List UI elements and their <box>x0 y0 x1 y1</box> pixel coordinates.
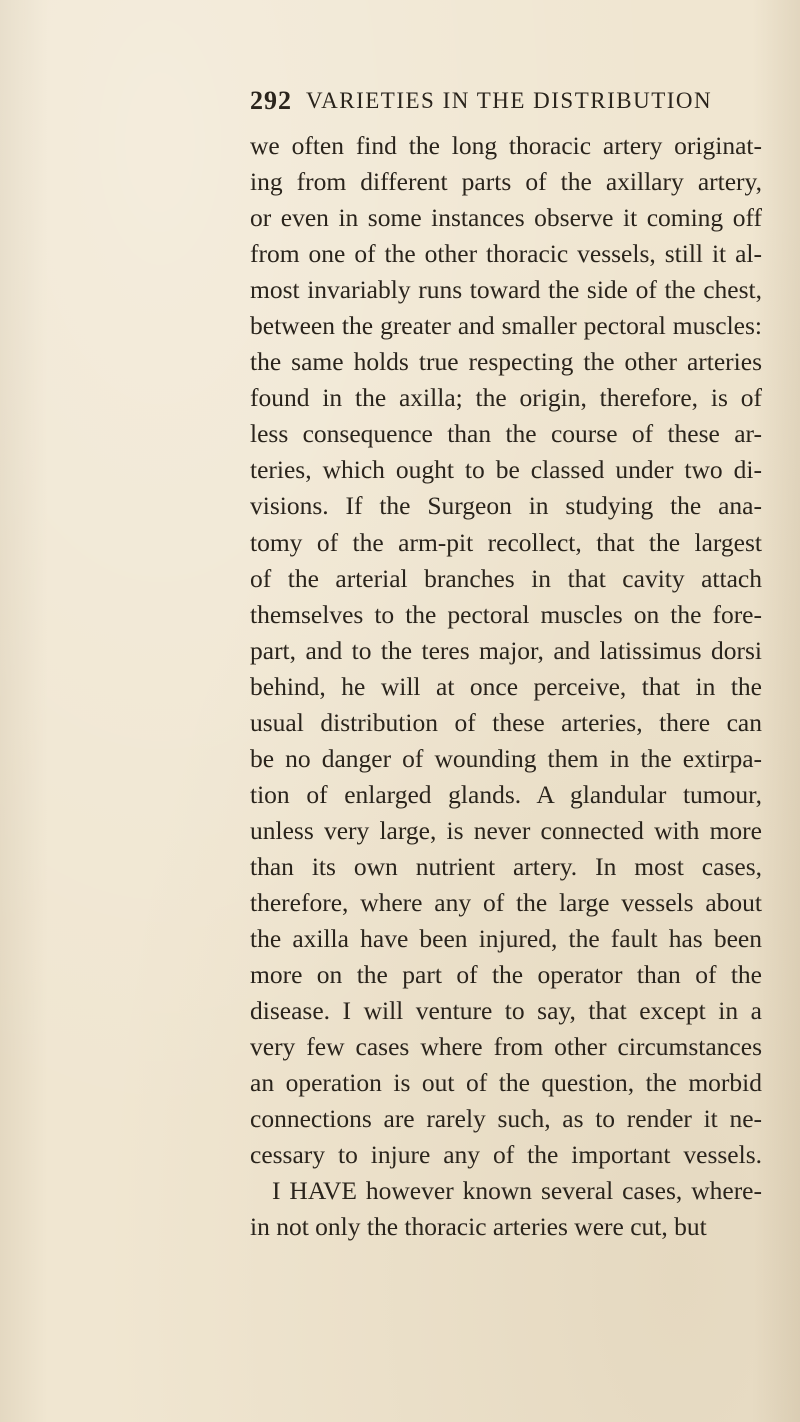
text-line: more on the part of the operator than of the <box>250 960 762 990</box>
text-line: part, and to the teres major, and latissimus dorsi <box>250 635 762 665</box>
text-line: we often find the long thoracic artery originat- <box>250 131 762 160</box>
text-line: in not only the thoracic arteries were cut, but <box>250 1212 707 1242</box>
text-line: between the greater and smaller pectoral muscles: <box>250 311 762 341</box>
text-line: than its own nutrient artery. In most cases, <box>250 851 762 881</box>
text-line: behind, he will at once perceive, that in the <box>250 671 762 701</box>
text-line: the axilla have been injured, the fault has been <box>250 924 762 954</box>
text-line: cessary to injure any of the important vessels. <box>250 1140 762 1170</box>
text-line: less consequence than the course of these ar- <box>250 419 762 449</box>
page-number: 292 <box>250 86 292 115</box>
text-line: teries, which ought to be classed under two di- <box>250 455 762 485</box>
text-line: I HAVE however known several cases, where- <box>272 1176 762 1206</box>
text-line: or even in some instances observe it coming off <box>250 203 762 233</box>
text-line: connections are rarely such, as to render it ne- <box>250 1104 762 1134</box>
text-line: be no danger of wounding them in the extirpa- <box>250 743 762 773</box>
body-text <box>250 128 762 1245</box>
text-line: very few cases where from other circumstances <box>250 1032 762 1062</box>
text-line: visions. If the Surgeon in studying the ana- <box>250 491 762 521</box>
text-line: found in the axilla; the origin, therefore, is of <box>250 383 762 413</box>
text-line: of the arterial branches in that cavity attach <box>250 563 762 593</box>
text-line: therefore, where any of the large vessels about <box>250 887 762 917</box>
text-line: an operation is out of the question, the morbid <box>250 1068 762 1098</box>
text-line: tion of enlarged glands. A glandular tumour, <box>250 779 762 809</box>
running-head: VARIETIES IN THE DISTRIBUTION <box>306 88 713 113</box>
text-line: unless very large, is never connected with more <box>250 815 762 845</box>
text-line: most invariably runs toward the side of the chest, <box>250 275 762 305</box>
text-line: ing from different parts of the axillary artery, <box>250 167 762 197</box>
text-line: the same holds true respecting the other arteries <box>250 347 762 377</box>
text-line: themselves to the pectoral muscles on the fore- <box>250 599 762 629</box>
text-line: disease. I will venture to say, that except in a <box>250 996 762 1026</box>
text-line: from one of the other thoracic vessels, still it al- <box>250 239 762 269</box>
text-line: usual distribution of these arteries, there can <box>250 707 762 737</box>
text-line: tomy of the arm-pit recollect, that the largest <box>250 527 762 557</box>
